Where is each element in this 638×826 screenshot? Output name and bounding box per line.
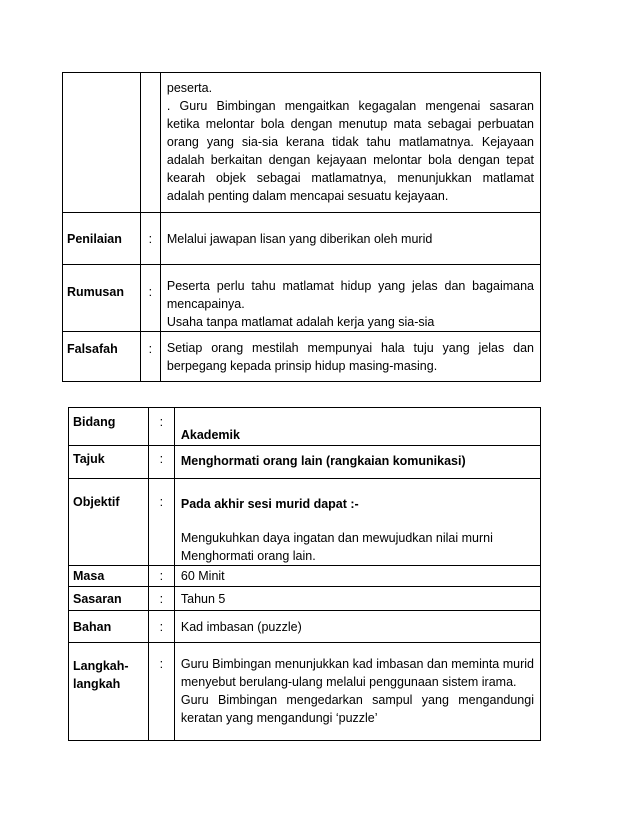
falsafah-colon: : [140,332,160,382]
objektif-line-1: Mengukuhkan daya ingatan dan mewujudkan nilai murni [180,531,493,545]
bahan-label: Bahan [69,611,149,643]
lesson-table-continued [62,72,541,382]
bahan-colon: : [148,611,174,643]
falsafah-value: Setiap orang mestilah mempunyai hala tuju yang jelas dan berpegang kepada prinsip hidup masing-masing. [160,332,540,382]
falsafah-label: Falsafah [63,332,141,382]
sasaran-label: Sasaran [69,587,149,611]
rumusan-colon: : [140,265,160,332]
langkah-content [174,643,540,741]
objektif-row [69,479,541,566]
label-cell-empty [63,73,141,213]
objektif-label: Objektif [69,479,149,566]
objektif-content [174,479,540,566]
penilaian-colon: : [140,213,160,265]
rumusan-content [160,265,540,332]
langkah-row [69,643,541,741]
bidang-label: Bidang [69,408,149,446]
rumusan-row [63,265,541,332]
objektif-line-2: Menghormati orang lain. [180,549,316,563]
bidang-value: Akademik [174,408,540,446]
tajuk-row [69,446,541,479]
continued-content [160,73,540,213]
langkah-colon: : [148,643,174,741]
falsafah-row [63,332,541,382]
penilaian-label: Penilaian [63,213,141,265]
tajuk-value: Menghormati orang lain (rangkaian komunikasi) [174,446,540,479]
langkah-label [69,643,149,741]
continued-line-1: peserta. [166,81,213,95]
masa-label: Masa [69,566,149,587]
rumusan-label: Rumusan [63,265,141,332]
tajuk-colon: : [148,446,174,479]
langkah-line-2: Guru Bimbingan mengedarkan sampul yang mengandungi keratan yang mengandungi ‘puzzle’ [180,693,534,725]
masa-row [69,566,541,587]
objektif-colon: : [148,479,174,566]
penilaian-value: Melalui jawapan lisan yang diberikan oleh murid [160,213,540,265]
sasaran-colon: : [148,587,174,611]
bidang-colon: : [148,408,174,446]
penilaian-row [63,213,541,265]
continued-line-2: . Guru Bimbingan mengaitkan kegagalan mengenai sasaran ketika melontar bola dengan menutup mata sebagai perbuatan orang yang sia-sia kerana tidak tahu matlamatnya. Kejayaan adalah berkaitan dengan kejayaan melontar bola dengan tepat kearah objek sebagai matlamatnya, menunjukkan matlamat adalah penting dalam mencapai sesuatu kejayaan. [166,99,534,203]
sasaran-value: Tahun 5 [174,587,540,611]
colon-cell-empty [140,73,160,213]
langkah-line-1: Guru Bimbingan menunjukkan kad imbasan dan meminta murid menyebut berulang-ulang melalui penggunaan sistem irama. [180,657,534,689]
lesson-table-komunikasi [68,407,541,741]
bidang-row [69,408,541,446]
langkah-label-text: Langkah-langkah [73,659,129,691]
objektif-heading: Pada akhir sesi murid dapat :- [180,497,359,511]
sasaran-row [69,587,541,611]
tajuk-label: Tajuk [69,446,149,479]
masa-colon: : [148,566,174,587]
masa-value: 60 Minit [174,566,540,587]
continued-row [63,73,541,213]
bahan-value: Kad imbasan (puzzle) [174,611,540,643]
rumusan-line-1: Peserta perlu tahu matlamat hidup yang jelas dan bagaimana mencapainya. [166,279,534,311]
rumusan-line-2: Usaha tanpa matlamat adalah kerja yang sia-sia [166,315,435,329]
bahan-row [69,611,541,643]
